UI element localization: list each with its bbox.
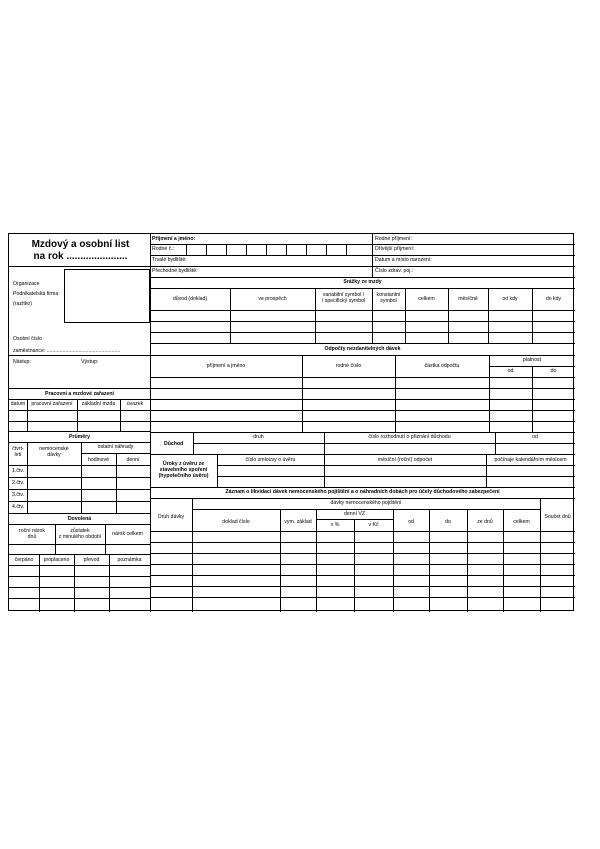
- dovolena-title: Dovolená: [67, 516, 92, 522]
- stamp-box[interactable]: [64, 269, 150, 323]
- form-title-line2: na rok ......................: [33, 250, 128, 262]
- payroll-form: [8, 233, 574, 611]
- col-zustatek: zůstatek z minulého období: [58, 528, 102, 540]
- col-nemocenske-davky: nemocenské dávky: [39, 446, 69, 458]
- col-poznamka: poznámka: [117, 557, 142, 563]
- razitko-label: (razítko): [13, 301, 33, 307]
- col-mesicne: měsíčně: [458, 296, 478, 302]
- form-title-line1: Mzdový a osobní list: [31, 239, 130, 250]
- col-od-kdy: od kdy: [502, 296, 518, 302]
- trvale-label: Trvalé bydliště:: [152, 257, 187, 263]
- duchod-label: Důchod: [164, 441, 184, 447]
- col-duvod: důvod (doklad): [172, 296, 208, 302]
- col-proplaceno: proplaceno: [43, 557, 70, 563]
- col-variabilni-symbol: variabilní symbol / / specifický symbol: [321, 292, 366, 304]
- rodne-prijmeni-label: Rodné příjmení:: [375, 236, 412, 242]
- cislo-zdrav-label: Číslo zdrav. poj.:: [375, 268, 414, 274]
- rodne-c-label: Rodné č.:: [152, 246, 175, 252]
- col-ze-dnu: ze dnů: [477, 519, 493, 525]
- col-rocni-narok: roční nárok dnů: [19, 528, 45, 540]
- prechodne-label: Přechodné bydliště:: [152, 268, 198, 274]
- col-v-procentech: v %: [330, 522, 340, 528]
- col-duchod-cislo: číslo rozhodnutí o přiznání důchodu: [368, 434, 451, 440]
- col-platnost-do: do: [550, 368, 557, 374]
- col-do-kdy: do kdy: [545, 296, 562, 302]
- col-mesicni-odpocet: měsíční (roční) odpočet: [377, 457, 433, 463]
- col-celkem: celkem: [418, 296, 435, 302]
- col-prevod: převod: [83, 557, 100, 563]
- col-zakladni-mzda: základní mzda: [81, 401, 116, 407]
- col-druh-davky: Druh dávky: [157, 514, 185, 520]
- zaznam-title: Záznam o likvidaci dávek nemocenského pojištění a o náhradních dobách pro účely důchodového zabezpečení: [225, 489, 500, 495]
- col-uvazek: úvazek: [126, 401, 144, 407]
- col-konstantni-symbol: konstantní symbol: [376, 292, 401, 304]
- col-denni-vz: denní VZ: [343, 511, 366, 517]
- uroky-label: Úroky z úvěru ze stavebního spoření (hypotečního úvěru): [158, 461, 209, 479]
- organizace-label: Organizace: [13, 281, 40, 287]
- pracovni-title: Pracovní a mzdové zařazení: [45, 391, 114, 397]
- form-title: [11, 239, 150, 262]
- prumery-title: Průměry: [68, 434, 91, 440]
- col-duchod-od: od: [532, 434, 538, 440]
- odpocty-title: Odpočty nezdanitelných dávek: [324, 346, 401, 352]
- col-datum: datum: [10, 401, 26, 407]
- col-cislo-smlouvy: číslo smlouvy o úvěru: [245, 457, 296, 463]
- col-hodinove: hodinové: [87, 457, 110, 463]
- col-narok-celkem: nárok celkem: [112, 531, 143, 537]
- col-davky-nemoc: dávky nemocenského pojištění: [330, 500, 402, 506]
- col-v-kc: v Kč: [368, 522, 379, 528]
- col-ctvrtleti: čtvrt- letí: [12, 446, 24, 458]
- quarter-2: 2.čtv.: [12, 480, 25, 486]
- col-pracovni-zarazeni: pracovní zařazení: [31, 401, 73, 407]
- col-pocinaje: počínaje kalendářním měsícem: [494, 457, 567, 463]
- col-zaznam-do: do: [445, 519, 451, 525]
- col-vym-zaklad: vym. základ: [284, 519, 312, 525]
- col-zaznam-od: od: [408, 519, 414, 525]
- col-duchod-druh: druh: [253, 434, 264, 440]
- srazky-title: Srážky ze mzdy: [343, 279, 382, 285]
- col-zaznam-celkem: celkem: [513, 519, 530, 525]
- col-ve-prospech: ve prospěch: [258, 296, 287, 302]
- quarter-4: 4.čtv.: [12, 504, 25, 510]
- col-doklad-cislo: doklad číslo: [222, 519, 250, 525]
- osobni-cislo-label: Osobní číslo: [13, 336, 42, 342]
- col-cerpano: čerpáno: [14, 557, 34, 563]
- col-castka-odpoctu: částka odpočtu: [424, 363, 460, 369]
- quarter-3: 3.čtv.: [12, 492, 25, 498]
- col-denni: denní: [126, 457, 140, 463]
- drivejsi-label: Dřívější příjmení:: [375, 246, 415, 252]
- col-rodne-cislo: rodné číslo: [335, 363, 362, 369]
- nastup-label: Nástup:: [13, 359, 31, 365]
- quarter-1: 1.čtv.: [12, 468, 25, 474]
- col-platnost: platnost: [522, 357, 542, 363]
- col-soucet-dnu: Součet dnů: [544, 514, 571, 520]
- prijmeni-label: Příjmení a jméno:: [152, 236, 196, 242]
- firma-label: Podnikatelská firma: [13, 291, 59, 297]
- zamestnance-label: zaměstnance: ...................................................: [13, 348, 121, 354]
- col-prijmeni-jmeno: příjmení a jméno: [206, 363, 246, 369]
- col-platnost-od: od: [507, 368, 514, 374]
- datum-narozeni-label: Datum a místo narození:: [375, 257, 432, 263]
- vystup-label: Výstup:: [81, 359, 99, 365]
- col-ostatni-nahrady: ostatní náhrady: [97, 444, 134, 450]
